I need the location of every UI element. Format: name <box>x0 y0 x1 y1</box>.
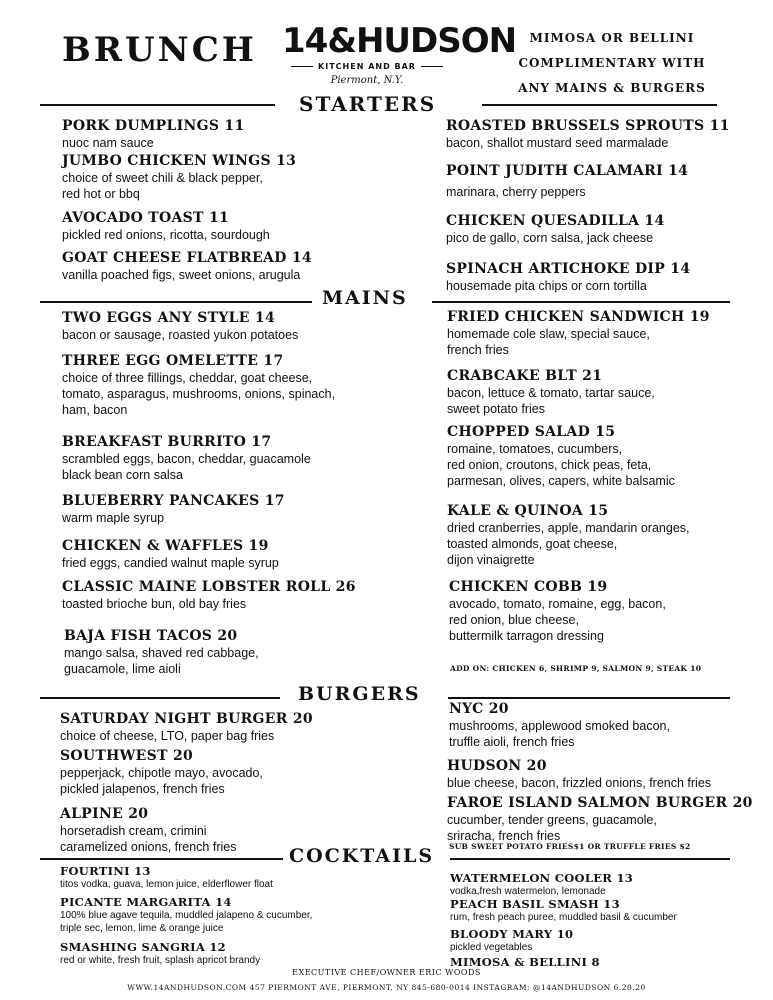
promo-line: MIMOSA OR BELLINI <box>529 31 695 45</box>
item-name: TWO EGGS ANY STYLE 14 <box>62 310 275 326</box>
menu-item <box>447 795 753 844</box>
item-desc: red or white, fresh fruit, splash apricot brandy <box>60 955 261 966</box>
chef-credit: EXECUTIVE CHEF/OWNER ERIC WOODS <box>292 968 481 977</box>
item-name: GOAT CHEESE FLATBREAD 14 <box>62 250 312 266</box>
menu-item <box>447 758 711 791</box>
menu-item <box>62 310 298 343</box>
menu-item <box>447 503 690 568</box>
menu-item <box>447 368 655 417</box>
item-name: SMASHING SANGRIA 12 <box>60 940 226 954</box>
item-desc: ham, bacon <box>62 403 128 417</box>
item-name: FOURTINI 13 <box>60 864 151 878</box>
menu-item <box>450 871 633 898</box>
item-name: POINT JUDITH CALAMARI 14 <box>446 163 689 179</box>
item-name: SOUTHWEST 20 <box>60 748 194 764</box>
item-name: ROASTED BRUSSELS SPROUTS 11 <box>446 118 730 134</box>
item-desc: triple sec, lemon, lime & orange juice <box>60 923 224 934</box>
divider <box>482 104 717 106</box>
item-desc: mushrooms, applewood smoked bacon, <box>449 719 670 733</box>
logo-name: 14&HUDSON <box>282 21 517 61</box>
item-name: BREAKFAST BURRITO 17 <box>62 434 272 450</box>
item-desc: rum, fresh peach puree, muddled basil & cucumber <box>450 912 677 923</box>
menu-item <box>60 806 236 855</box>
add-on-note: ADD ON: CHICKEN 6, SHRIMP 9, SALMON 9, STEAK 10 <box>450 664 702 673</box>
item-name: BLOODY MARY 10 <box>450 927 574 941</box>
item-desc: choice of three fillings, cheddar, goat cheese, <box>62 371 313 385</box>
menu-item <box>446 163 688 200</box>
divider <box>40 858 285 860</box>
promo-line: COMPLIMENTARY WITH <box>518 56 706 70</box>
contact-info: WWW.14ANDHUDSON.COM 457 PIERMONT AVE, PIERMONT, NY 845-680-0014 INSTAGRAM: @14ANDHUDSON 6.20.20 <box>127 983 646 992</box>
item-name: THREE EGG OMELETTE 17 <box>62 353 284 369</box>
item-name: CHOPPED SALAD 15 <box>447 424 616 440</box>
menu-item <box>62 210 270 243</box>
divider <box>448 697 730 699</box>
logo-location: Piermont, N.Y. <box>330 75 404 86</box>
menu-item <box>60 864 273 891</box>
item-desc: choice of cheese, LTO, paper bag fries <box>60 729 275 743</box>
divider <box>450 858 730 860</box>
item-desc: pickled vegetables <box>450 942 533 953</box>
menu-item <box>64 628 259 677</box>
section-burgers: BURGERS <box>292 683 427 705</box>
item-desc: tomato, asparagus, mushrooms, onions, spinach, <box>62 387 336 401</box>
item-name: BAJA FISH TACOS 20 <box>64 628 238 644</box>
item-name: PEACH BASIL SMASH 13 <box>450 897 620 911</box>
item-name: SPINACH ARTICHOKE DIP 14 <box>446 261 691 277</box>
menu-item <box>60 895 312 935</box>
item-desc: mango salsa, shaved red cabbage, <box>64 646 259 660</box>
menu-item <box>60 711 313 744</box>
menu-item <box>450 897 677 924</box>
item-desc: marinara, cherry peppers <box>446 185 586 199</box>
item-name: FAROE ISLAND SALMON BURGER 20 <box>447 795 753 811</box>
logo-subtitle: KITCHEN AND BAR <box>282 62 452 71</box>
item-desc: blue cheese, bacon, frizzled onions, french fries <box>447 776 712 790</box>
item-desc: cucumber, tender greens, guacamole, <box>447 813 657 827</box>
menu-item <box>62 118 245 151</box>
item-name: FRIED CHICKEN SANDWICH 19 <box>447 309 710 325</box>
menu-item <box>447 424 675 489</box>
item-desc: 100% blue agave tequila, muddled jalapeno & cucumber, <box>60 910 313 921</box>
promo-line: ANY MAINS & BURGERS <box>518 81 706 95</box>
item-name: BLUEBERRY PANCAKES 17 <box>62 493 285 509</box>
item-desc: dijon vinaigrette <box>447 553 535 567</box>
menu-item <box>62 434 311 483</box>
menu-item <box>446 261 690 294</box>
item-desc: french fries <box>447 343 509 357</box>
item-name: JUMBO CHICKEN WINGS 13 <box>62 153 297 169</box>
item-desc: sweet potato fries <box>447 402 545 416</box>
divider <box>40 104 275 106</box>
item-name: KALE & QUINOA 15 <box>447 503 609 519</box>
divider <box>432 301 730 303</box>
menu-item <box>62 250 312 283</box>
item-desc: bacon, lettuce & tomato, tartar sauce, <box>447 386 655 400</box>
item-desc: pickled jalapenos, french fries <box>60 782 225 796</box>
item-desc: bacon or sausage, roasted yukon potatoes <box>62 328 299 342</box>
item-desc: avocado, tomato, romaine, egg, bacon, <box>449 597 666 611</box>
item-desc: truffle aioli, french fries <box>449 735 575 749</box>
menu-item <box>449 701 670 750</box>
menu-item <box>446 118 730 151</box>
item-desc: homemade cole slaw, special sauce, <box>447 327 650 341</box>
section-mains: MAINS <box>316 287 414 309</box>
item-name: HUDSON 20 <box>447 758 547 774</box>
item-desc: romaine, tomatoes, cucumbers, <box>447 442 623 456</box>
divider <box>40 697 280 699</box>
item-desc: dried cranberries, apple, mandarin oranges, <box>447 521 690 535</box>
sub-fries-note: SUB SWEET POTATO FRIES$1 OR TRUFFLE FRIES $2 <box>449 842 691 851</box>
item-desc: titos vodka, guava, lemon juice, elderflower float <box>60 879 273 890</box>
item-name: CHICKEN & WAFFLES 19 <box>62 538 269 554</box>
menu-item <box>446 213 665 246</box>
item-name: ALPINE 20 <box>60 806 149 822</box>
item-desc: black bean corn salsa <box>62 468 183 482</box>
item-desc: sriracha, french fries <box>447 829 561 843</box>
item-desc: warm maple syrup <box>62 511 165 525</box>
logo <box>282 21 517 86</box>
item-desc: housemade pita chips or corn tortilla <box>446 279 647 293</box>
item-desc: pico de gallo, corn salsa, jack cheese <box>446 231 654 245</box>
item-desc: toasted almonds, goat cheese, <box>447 537 618 551</box>
promo-box <box>492 26 732 101</box>
item-desc: red onion, blue cheese, <box>449 613 579 627</box>
menu-item <box>62 579 356 612</box>
item-desc: toasted brioche bun, old bay fries <box>62 597 247 611</box>
section-cocktails: COCKTAILS <box>283 845 440 867</box>
item-desc: red hot or bbq <box>62 187 140 201</box>
menu-item <box>450 955 600 969</box>
item-desc: scrambled eggs, bacon, cheddar, guacamole <box>62 452 311 466</box>
item-name: WATERMELON COOLER 13 <box>450 871 634 885</box>
item-name: PORK DUMPLINGS 11 <box>62 118 245 134</box>
item-desc: horseradish cream, crimini <box>60 824 207 838</box>
brunch-title: BRUNCH <box>62 30 257 70</box>
menu-item <box>62 153 296 202</box>
item-desc: caramelized onions, french fries <box>60 840 237 854</box>
menu-item <box>62 493 285 526</box>
item-desc: parmesan, olives, capers, white balsamic <box>447 474 675 488</box>
item-desc: vodka,fresh watermelon, lemonade <box>450 886 606 897</box>
item-name: CHICKEN QUESADILLA 14 <box>446 213 665 229</box>
item-name: CRABCAKE BLT 21 <box>447 368 603 384</box>
menu-item <box>60 940 260 967</box>
menu-item <box>447 309 710 358</box>
item-desc: buttermilk tarragon dressing <box>449 629 604 643</box>
section-starters: STARTERS <box>293 92 442 116</box>
item-name: CLASSIC MAINE LOBSTER ROLL 26 <box>62 579 356 595</box>
item-desc: bacon, shallot mustard seed marmalade <box>446 136 669 150</box>
item-name: PICANTE MARGARITA 14 <box>60 895 232 909</box>
item-desc: fried eggs, candied walnut maple syrup <box>62 556 279 570</box>
item-desc: red onion, croutons, chick peas, feta, <box>447 458 652 472</box>
item-desc: vanilla poached figs, sweet onions, arugula <box>62 268 301 282</box>
menu-item <box>450 927 573 954</box>
item-name: NYC 20 <box>449 701 509 717</box>
menu-item <box>62 353 335 418</box>
menu-item <box>60 748 263 797</box>
divider <box>40 301 312 303</box>
menu-item <box>449 579 666 644</box>
menu-item <box>62 538 279 571</box>
item-desc: choice of sweet chili & black pepper, <box>62 171 263 185</box>
item-desc: guacamole, lime aioli <box>64 662 181 676</box>
item-desc: nuoc nam sauce <box>62 136 154 150</box>
item-name: SATURDAY NIGHT BURGER 20 <box>60 711 313 727</box>
item-name: MIMOSA & BELLINI 8 <box>450 955 600 969</box>
item-name: CHICKEN COBB 19 <box>449 579 608 595</box>
item-desc: pepperjack, chipotle mayo, avocado, <box>60 766 263 780</box>
item-desc: pickled red onions, ricotta, sourdough <box>62 228 270 242</box>
item-name: AVOCADO TOAST 11 <box>62 210 230 226</box>
